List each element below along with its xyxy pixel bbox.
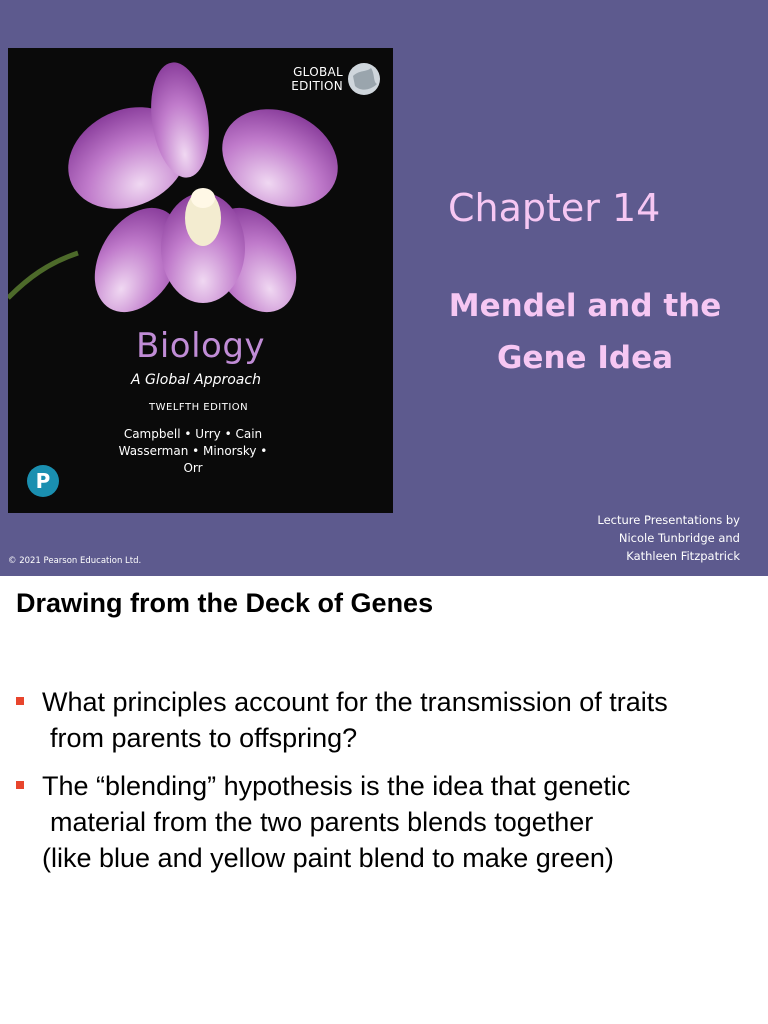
bullet-line: What principles account for the transmission of traits (42, 687, 668, 717)
lecture-credit (597, 511, 740, 565)
credit-line-2: Nicole Tunbridge and (618, 531, 740, 545)
badge-line-1: GLOBAL (293, 65, 343, 79)
bullet-line: (like blue and yellow paint blend to make green) (42, 843, 614, 873)
badge-line-2: EDITION (291, 79, 343, 93)
book-cover (8, 48, 393, 513)
book-title: Biology (136, 326, 266, 366)
book-authors (108, 426, 278, 477)
bullet-item (16, 684, 668, 756)
globe-icon (347, 62, 381, 96)
chapter-title-line-2: Gene Idea (496, 340, 674, 376)
bullet-line: The “blending” hypothesis is the idea that genetic (42, 771, 631, 801)
chapter-heading: Chapter 14 (448, 186, 661, 230)
bullet-line: from parents to offspring? (50, 723, 358, 753)
bullet-marker (16, 781, 24, 789)
credit-line-1: Lecture Presentations by (597, 513, 740, 527)
authors-line-2: Wasserman • Minorsky • Orr (118, 444, 268, 475)
slide-title: Drawing from the Deck of Genes (16, 588, 434, 618)
copyright-notice: © 2021 Pearson Education Ltd. (8, 556, 142, 566)
chapter-title-line-1: Mendel and the (448, 288, 722, 324)
bullet-line: material from the two parents blends together (50, 807, 594, 837)
pearson-logo-letter: P (35, 469, 51, 493)
credit-line-3: Kathleen Fitzpatrick (626, 549, 740, 563)
chapter-title (432, 280, 738, 384)
authors-line-1: Campbell • Urry • Cain (123, 427, 263, 441)
pearson-logo-icon (26, 464, 60, 498)
global-edition-badge (291, 62, 381, 96)
bullet-marker (16, 697, 24, 705)
bullet-item (16, 768, 630, 876)
book-edition: TWELFTH EDITION (149, 402, 249, 413)
book-subtitle: A Global Approach (131, 372, 261, 388)
